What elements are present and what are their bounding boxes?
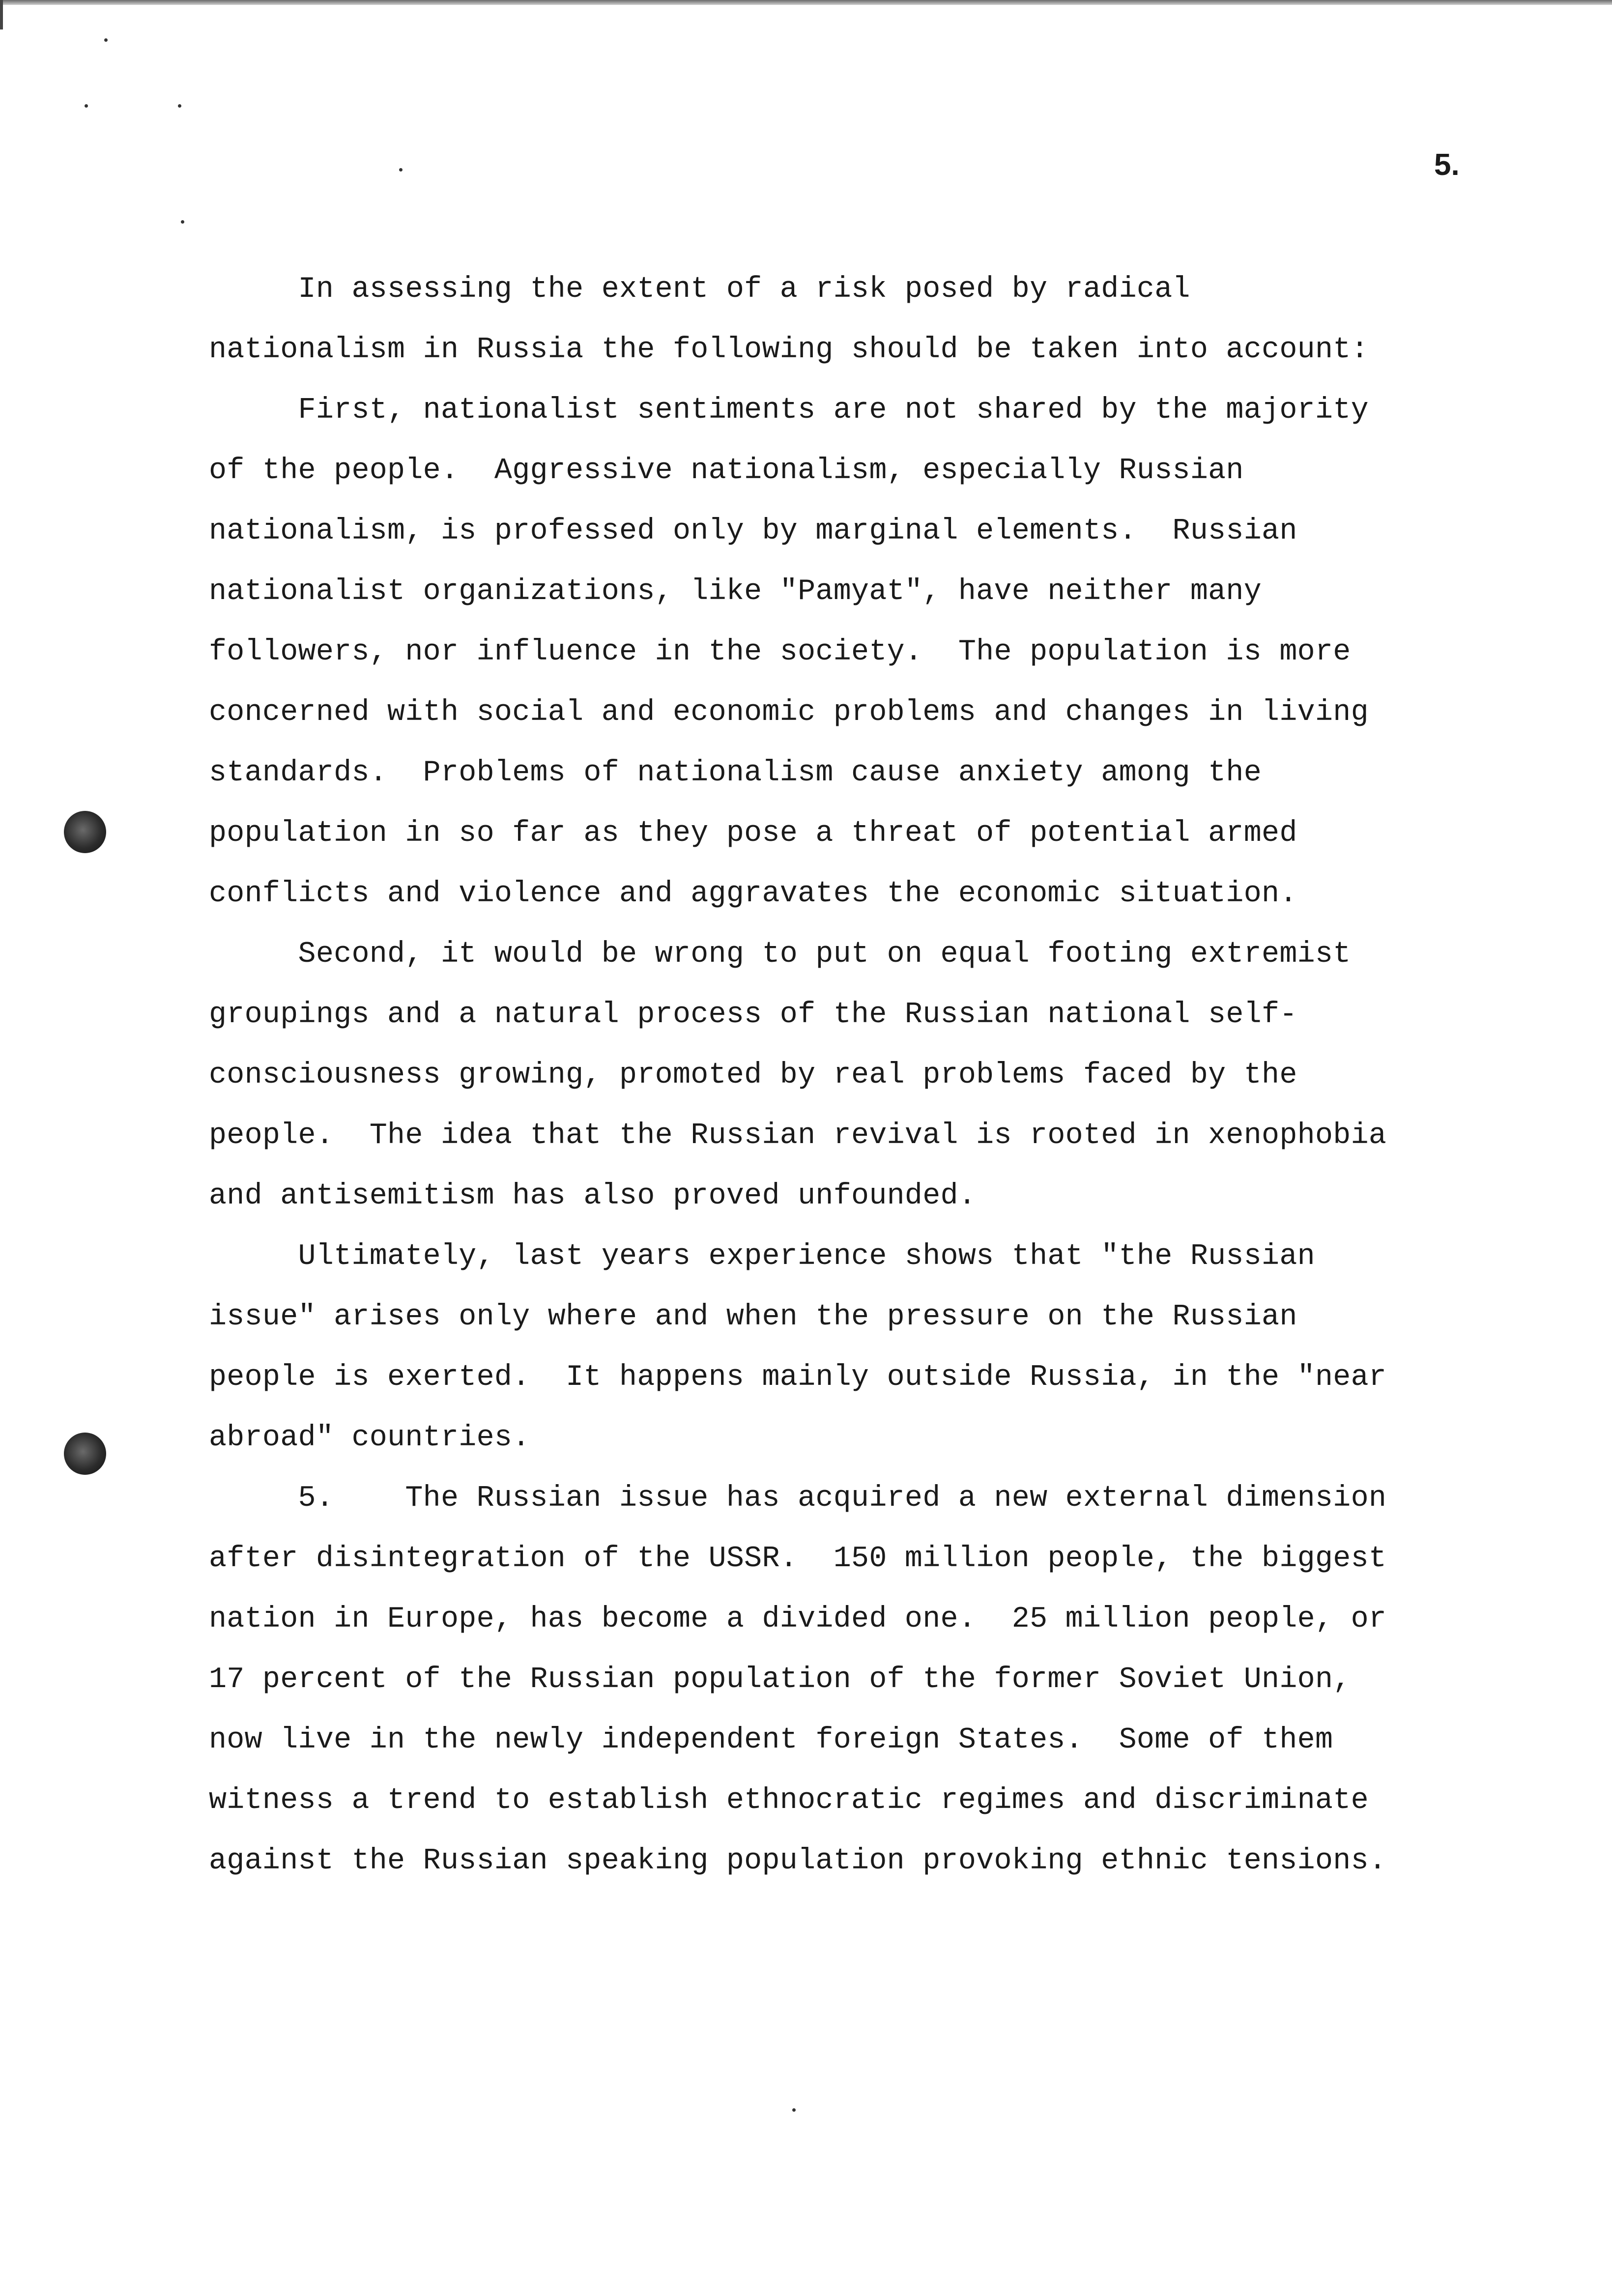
text-line: people is exerted. It happens mainly outside Russia, in the "near xyxy=(209,1361,1387,1394)
text-line: Ultimately, last years experience shows that "the Russian xyxy=(209,1240,1315,1273)
text-line: nationalism in Russia the following should be taken into account: xyxy=(209,333,1369,367)
text-line: and antisemitism has also proved unfounded. xyxy=(209,1179,977,1213)
text-line: abroad" countries. xyxy=(209,1421,530,1455)
text-line: of the people. Aggressive nationalism, especially Russian xyxy=(209,454,1244,488)
text-line: now live in the newly independent foreign States. Some of them xyxy=(209,1723,1333,1757)
text-line: witness a trend to establish ethnocratic regimes and discriminate xyxy=(209,1784,1369,1817)
text-line: First, nationalist sentiments are not shared by the majority xyxy=(209,394,1369,427)
text-line: against the Russian speaking population provoking ethnic tensions. xyxy=(209,1844,1387,1878)
text-line: people. The idea that the Russian revival is rooted in xenophobia xyxy=(209,1119,1387,1152)
text-line: nationalist organizations, like "Pamyat", have neither many xyxy=(209,575,1262,608)
scan-speck xyxy=(104,38,108,42)
text-line: In assessing the extent of a risk posed by radical xyxy=(209,273,1190,306)
text-line: nation in Europe, has become a divided one. 25 million people, or xyxy=(209,1603,1387,1636)
text-line: standards. Problems of nationalism cause anxiety among the xyxy=(209,756,1262,790)
text-line: Second, it would be wrong to put on equal footing extremist xyxy=(209,938,1351,971)
scan-speck xyxy=(178,104,181,108)
punch-hole xyxy=(64,811,106,853)
text-line: concerned with social and economic problems and changes in living xyxy=(209,696,1369,729)
text-line: groupings and a natural process of the Russian national self- xyxy=(209,998,1297,1032)
scan-speck xyxy=(85,104,88,108)
body-text xyxy=(209,259,1487,1892)
scan-top-edge xyxy=(0,0,1612,5)
scan-speck xyxy=(792,2108,796,2112)
text-line: after disintegration of the USSR. 150 million people, the biggest xyxy=(209,1542,1387,1576)
text-line: conflicts and violence and aggravates the economic situation. xyxy=(209,877,1297,911)
text-line: followers, nor influence in the society. The population is more xyxy=(209,635,1351,669)
text-line: population in so far as they pose a threat of potential armed xyxy=(209,817,1297,850)
punch-hole xyxy=(64,1433,106,1475)
text-line: consciousness growing, promoted by real problems faced by the xyxy=(209,1059,1297,1092)
text-line: nationalism, is professed only by marginal elements. Russian xyxy=(209,515,1297,548)
text-line: 5. The Russian issue has acquired a new external dimension xyxy=(209,1482,1387,1515)
page-number: 5. xyxy=(1434,148,1460,182)
scan-speck xyxy=(399,168,403,172)
scan-left-edge xyxy=(0,0,3,29)
text-line: issue" arises only where and when the pressure on the Russian xyxy=(209,1300,1297,1334)
scan-speck xyxy=(181,220,184,224)
text-line: 17 percent of the Russian population of the former Soviet Union, xyxy=(209,1663,1351,1696)
